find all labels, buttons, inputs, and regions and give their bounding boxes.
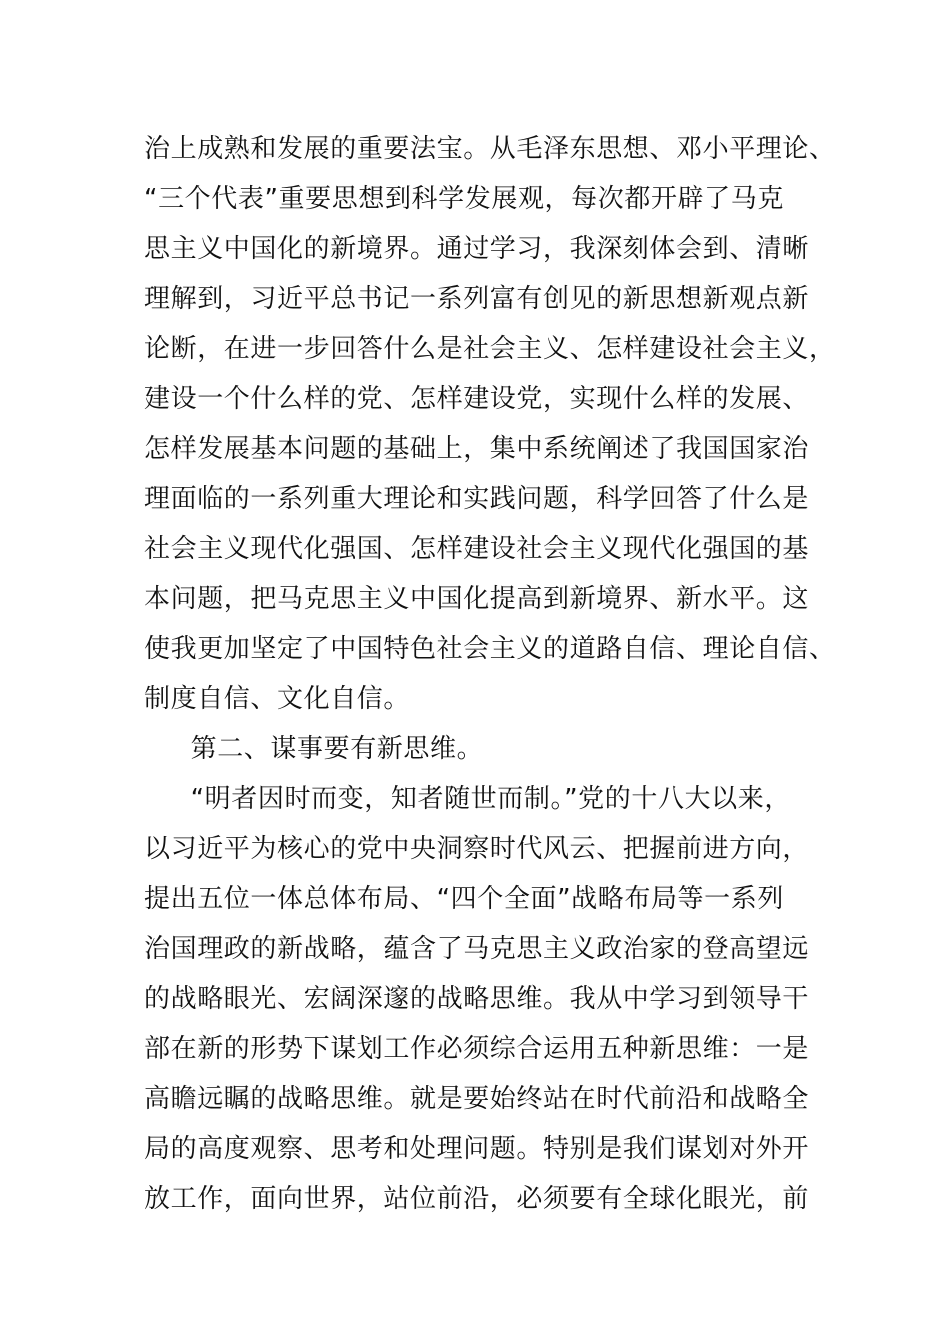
- text-line: “三个代表”重要思想到科学发展观，每次都开辟了马克: [144, 184, 784, 214]
- text-line: 使我更加坚定了中国特色社会主义的道路自信、理论自信、: [144, 634, 836, 664]
- text-line: 提出五位一体总体布局、“四个全面”战略布局等一系列: [144, 884, 784, 914]
- text-line: 的战略眼光、宏阔深邃的战略思维。我从中学习到领导干: [144, 984, 810, 1014]
- text-line: 高瞻远瞩的战略思维。就是要始终站在时代前沿和战略全: [144, 1084, 810, 1114]
- text-line: 治上成熟和发展的重要法宝。从毛泽东思想、邓小平理论、: [144, 134, 836, 164]
- text-line: 局的高度观察、思考和处理问题。特别是我们谋划对外开: [144, 1134, 810, 1164]
- text-line: 以习近平为核心的党中央洞察时代风云、把握前进方向，: [144, 834, 810, 864]
- body-text: [144, 124, 836, 1224]
- text-line: 本问题，把马克思主义中国化提高到新境界、新水平。这: [144, 584, 810, 614]
- text-line: 理面临的一系列重大理论和实践问题，科学回答了什么是: [144, 484, 810, 514]
- text-line: 理解到，习近平总书记一系列富有创见的新思想新观点新: [144, 284, 810, 314]
- text-line: 怎样发展基本问题的基础上，集中系统阐述了我国国家治: [144, 434, 810, 464]
- text-line: 思主义中国化的新境界。通过学习，我深刻体会到、清晰: [144, 234, 810, 264]
- section-heading: 第二、谋事要有新思维。: [164, 734, 484, 764]
- text-line: 放工作，面向世界，站位前沿，必须要有全球化眼光，前: [144, 1184, 810, 1214]
- text-line: 部在新的形势下谋划工作必须综合运用五种新思维：一是: [144, 1034, 810, 1064]
- text-line: 社会主义现代化强国、怎样建设社会主义现代化强国的基: [144, 534, 810, 564]
- text-line: “明者因时而变，知者随世而制。”党的十八大以来，: [164, 784, 791, 814]
- text-line: 治国理政的新战略，蕴含了马克思主义政治家的登高望远: [144, 934, 810, 964]
- text-line: 制度自信、文化自信。: [144, 684, 411, 714]
- text-line: 论断，在进一步回答什么是社会主义、怎样建设社会主义，: [144, 334, 836, 364]
- text-line: 建设一个什么样的党、怎样建设党，实现什么样的发展、: [144, 384, 810, 414]
